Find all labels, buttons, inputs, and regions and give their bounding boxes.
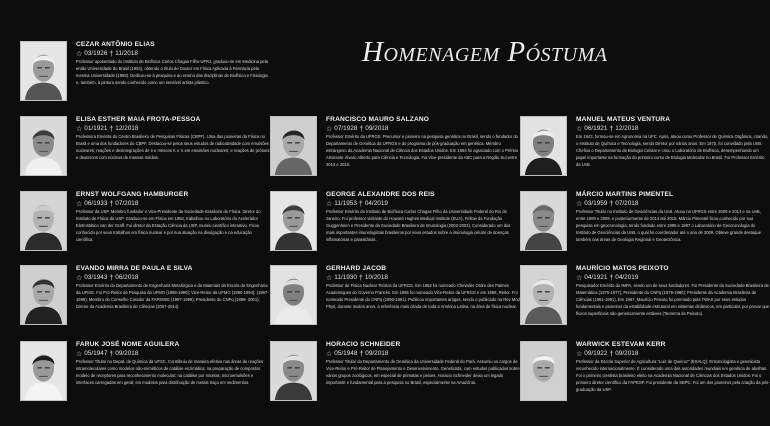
- person-name: GERHARD JACOB: [326, 265, 387, 272]
- cross-icon: †: [609, 200, 614, 208]
- person-name: ERNST WOLFGANG HAMBURGER: [76, 191, 189, 198]
- tribute-card: [20, 116, 270, 182]
- star-icon: ☆: [326, 350, 333, 358]
- portrait-photo: [20, 265, 67, 325]
- person-name: FRANCISCO MAURO SALZANO: [326, 116, 430, 123]
- star-icon: ☆: [576, 125, 583, 133]
- cross-icon: †: [609, 125, 614, 133]
- life-dates: [576, 350, 770, 358]
- tribute-card: [20, 191, 270, 257]
- death-date: 09/2018: [365, 350, 389, 357]
- life-dates: [76, 200, 270, 208]
- biography-text: Professor aposentado do Instituto de Biofísica Carlos Chagas Filho-UFRJ, graduou-se em Medicina pela então Universidade do Brasil (1953), obtendo o título de Doutor em Física Aplicada à Farmácia pela mesma Universidade (1958). Dedicou-se à pesquisa e ao ensino das disciplinas de Biofísica e Fisiologia e, também, à pintura sendo conhecido como um sensível artista plástico.: [76, 59, 268, 85]
- birth-date: 04/1921: [584, 274, 608, 281]
- death-date: 10/2018: [364, 274, 388, 281]
- portrait-photo: [520, 341, 567, 401]
- biography-text: Professor Emérito do Instituto de Biofísica Carlos Chagas Filho da Universidade Federal do Rio de Janeiro. Foi professor visitante do Howard Hughes Medical Institute (EUA), Fellow da Fundação Guggenheim e Presidente da Sociedade Brasileira de Imunologia (2002-2003). Considerado um dos mais importantes imunologistas brasileiros por seus estudos sobre a imunologia celular de doenças inflamatórias e parasitárias.: [326, 209, 511, 242]
- life-dates: [576, 200, 770, 208]
- birth-date: 03/1926: [84, 50, 108, 57]
- cross-icon: †: [109, 200, 114, 208]
- biography-text: Professor de Física Nuclear Teórica da UFRGS. Em 1982 foi nomeado Chevalier Ordre des Palmes Academiques do Governo Francês. Em 1985 foi nomeado Vice-Reitor da UFRGS e em 1988, Reitor. Foi nomeado Presidente do CNPq (1990-1991). Publicou importantes artigos, sendo o publicado na Rev Mod Phys, durante muitos anos, a referência mais citada de toda a América Latina, na área de física nuclear.: [326, 283, 520, 309]
- star-icon: ☆: [326, 200, 333, 208]
- life-dates: [76, 125, 270, 133]
- tribute-card: [270, 341, 520, 407]
- star-icon: ☆: [76, 50, 83, 58]
- tribute-card: [520, 265, 770, 331]
- biography-text: Pesquisador Emérito do IMPA, sendo um de seus fundadores. Foi Presidente da Sociedade Brasileira de Matemática (1975-1977); Presidente do CNPq (1979-1980); Presidente da Academia Brasileira de Ciências (1981-1991). Em 1987, Maurício Peixoto foi premiado pela TWAS por seus estudos fundamentais e pioneiros da estabilidade estrutural em sistemas dinâmicos, em particular, por provar que fluxos superficiais são genericamente estáveis (Teorema de Peixoto).: [576, 283, 770, 316]
- cross-icon: †: [358, 200, 363, 208]
- tribute-card: [520, 116, 770, 182]
- birth-date: 09/1922: [584, 350, 608, 357]
- tribute-card: [20, 341, 270, 407]
- star-icon: ☆: [576, 274, 583, 282]
- birth-date: 06/1921: [584, 125, 608, 132]
- life-dates: [76, 350, 270, 358]
- star-icon: ☆: [576, 200, 583, 208]
- death-date: 11/2018: [115, 50, 138, 57]
- life-dates: [326, 125, 520, 133]
- death-date: 09/2018: [365, 125, 389, 132]
- star-icon: ☆: [76, 350, 83, 358]
- cross-icon: †: [358, 274, 363, 282]
- biography-text: Professor da USP. Membro fundador e Vice-Presidente da Sociedade Brasileira de Física. Diretor do Instituto de Física da USP. Graduou-se em Física em 1954, trabalhou no Laboratório do Acelerador Eletrostático van der Graff. Foi diretor da Estação Ciência da USP, museu científico interativo. Ficou conhecido por seus trabalhos em física nuclear e por sua atuação na divulgação e na educação científica.: [76, 209, 261, 242]
- death-date: 04/2019: [364, 200, 388, 207]
- biography-text: Professor Titular no Instituto de Geociências da UnB. Atuou na UFRGS entre 2009 e 2013 e na UnB, entre 1989 e 2009, e posteriormente de 2013 até 2018. Márcio Pimentel ficou conhecido por sua pesquisa em geocronologia, tendo fundado entre 1995 e 1997 o Laboratório de Geocronologia do Instituto de Geociências da UnB, o qual foi coordenador até o ano de 2009. Obteve grande destaque também nas áreas de Geologia Regional e Geotectônica.: [576, 209, 762, 242]
- life-dates: [576, 274, 770, 282]
- star-icon: ☆: [326, 125, 333, 133]
- cross-icon: †: [109, 50, 114, 58]
- person-name: HORACIO SCHNEIDER: [326, 341, 401, 348]
- birth-date: 03/1943: [84, 274, 108, 281]
- birth-date: 05/1948: [334, 350, 358, 357]
- portrait-photo: [270, 116, 317, 176]
- cross-icon: †: [109, 274, 114, 282]
- person-name: MÁRCIO MARTINS PIMENTEL: [576, 191, 674, 198]
- birth-date: 06/1933: [84, 200, 108, 207]
- birth-date: 07/1928: [334, 125, 358, 132]
- person-name: GEORGE ALEXANDRE DOS REIS: [326, 191, 435, 198]
- cross-icon: †: [609, 274, 614, 282]
- death-date: 07/2018: [115, 200, 139, 207]
- tribute-card: [520, 191, 770, 257]
- portrait-photo: [20, 41, 67, 101]
- portrait-photo: [520, 265, 567, 325]
- death-date: 09/2018: [615, 350, 639, 357]
- person-name: ELISA ESTHER MAIA FROTA-PESSOA: [76, 116, 201, 123]
- portrait-photo: [270, 191, 317, 251]
- death-date: 12/2018: [115, 125, 139, 132]
- cross-icon: †: [359, 125, 364, 133]
- tribute-card: [20, 265, 270, 331]
- star-icon: ☆: [76, 200, 83, 208]
- tribute-card: [20, 41, 270, 107]
- death-date: 06/2018: [115, 274, 139, 281]
- birth-date: 03/1959: [584, 200, 608, 207]
- biography-text: Professor Titular do Departamento de Genética da Universidade Federal do Pará. Assumiu os cargos de Vice-Reitor e Pró-Reitor de Planejamento e Desenvolvimento. Geneticista, com estudos publicados sobre vários grupos zoológicos, em especial de primatas e peixes. Horacio Schneider deixa um legado importante e fundamental para a pesquisa no Brasil, especialmente na Amazônia.: [326, 359, 520, 385]
- biography-text: Professor Emérito do Departamento de Engenharia Metalúrgica e de Materiais da Escola de Engenharia da UFMG. Foi Pró-Reitor de Pesquisa da UFMG (1986-1990); Vice-Reitor da UFMG (1990-1994); (1997-1999); Membro do Conselho Curador da FAPEMIG (1997-1999); Presidente do CNPq (1999- 2001); Diretor da Academia Brasileira de Ciências (2007-2014).: [76, 283, 269, 309]
- birth-date: 11/1953: [334, 200, 357, 207]
- biography-text: Professor da Escola Superior de Agricultura "Luiz de Queiroz" (ESALQ). Entomologista e geneticista reconhecido internacionalmente. É considerado uma das autoridades mundiais em genética de abelhas. Foi o primeiro cientista brasileiro eleito na Academia Nacional de Ciências dos Estados Unidos. Foi o primeiro diretor científico da FAPESP. Foi presidente da SBPC. Foi um dos pioneiros pela criação da pós-graduação da USP.: [576, 359, 770, 392]
- cross-icon: †: [609, 350, 614, 358]
- life-dates: [326, 350, 520, 358]
- tribute-card: [270, 116, 520, 182]
- page-title: Homenagem Póstuma: [362, 36, 608, 68]
- death-date: 09/2018: [115, 350, 139, 357]
- life-dates: [76, 50, 270, 58]
- cross-icon: †: [359, 350, 364, 358]
- biography-text: Professora Emérita do Centro Brasileiro de Pesquisas Físicas (CBPF). Uma das pioneiras da Física no Brasil e uma dos fundadores do CBPF. Destacou-se pelos seus estudos de radioatividade com emulsões nucleares; reações e desintegrações de e e mésons K e π em emulsões nucleares; e reações de prótons e deuterons com núcleos de massas médias.: [76, 134, 270, 160]
- biography-text: Professor Titular no Depat. de Química da UFSC. Contribuiu de maneira efetiva nas áreas de reações intramoleculares como modelos não-miméticos de catálise enzimática; na preparação de compostos modelo de receptores para reconhecimento molecular; na catálise por micelas, microemulsões e interfaces carregadas em geral; em modelos para distribuição de metais traço em sedimentos.: [76, 359, 264, 385]
- star-icon: ☆: [576, 350, 583, 358]
- person-name: MAURÍCIO MATOS PEIXOTO: [576, 265, 669, 272]
- death-date: 07/2018: [615, 200, 639, 207]
- tribute-card: [270, 265, 520, 331]
- portrait-photo: [270, 265, 317, 325]
- star-icon: ☆: [76, 274, 83, 282]
- cross-icon: †: [109, 350, 114, 358]
- person-name: FARUK JOSÉ NOME AGUILERA: [76, 341, 180, 348]
- person-name: MANUEL MATEUS VENTURA: [576, 116, 671, 123]
- person-name: EVANDO MIRRA DE PAULA E SILVA: [76, 265, 193, 272]
- star-icon: ☆: [326, 274, 333, 282]
- portrait-photo: [520, 116, 567, 176]
- life-dates: [576, 125, 770, 133]
- portrait-photo: [270, 341, 317, 401]
- birth-date: 01/1921: [84, 125, 108, 132]
- biography-text: Professor Emérito da UFRGS. Precursor e pioneiro na pesquisa genética no Brasil, sendo o fundador do Departamento de Genética da UFRGS e do programa de pós-graduação em genética. Membro estrangeiro da Academia Nacional de Ciência dos Estados Unidos. Em 1994 foi agraciado com o Prêmio Almirante Álvaro Alberto para Ciência e Tecnologia. Foi Vice-presidente da ABC para a Região Sul entre 2013 e 2016.: [326, 134, 519, 167]
- portrait-photo: [20, 341, 67, 401]
- portrait-photo: [20, 191, 67, 251]
- portrait-photo: [20, 116, 67, 176]
- person-name: WARWICK ESTEVAM KERR: [576, 341, 666, 348]
- person-name: CEZAR ANTÔNIO ELIAS: [76, 41, 155, 48]
- portrait-photo: [520, 191, 567, 251]
- life-dates: [326, 200, 520, 208]
- cross-icon: †: [109, 125, 114, 133]
- death-date: 04/2019: [615, 274, 639, 281]
- biography-text: Em 1943, formou-se em Agronomia na UFC. Após, atuou como Professor de Química Orgânica, criando, o Instituto de Química e Tecnologia, sendo Diretor por vários anos. Em 1970, foi convidado pela UnB. Chefiou o Departamento de Biologia Celular e criou o Laboratório de Biofísica, desempenhando um papel importante na formação do primeiro curso de Biologia Molecular no Brasil. Foi Professor Emérito da UnB.: [576, 134, 769, 167]
- tribute-card: [270, 191, 520, 257]
- life-dates: [76, 274, 270, 282]
- tribute-card: [520, 341, 770, 407]
- birth-date: 05/1947: [84, 350, 108, 357]
- life-dates: [326, 274, 520, 282]
- birth-date: 11/1930: [334, 274, 357, 281]
- star-icon: ☆: [76, 125, 83, 133]
- death-date: 12/2018: [615, 125, 639, 132]
